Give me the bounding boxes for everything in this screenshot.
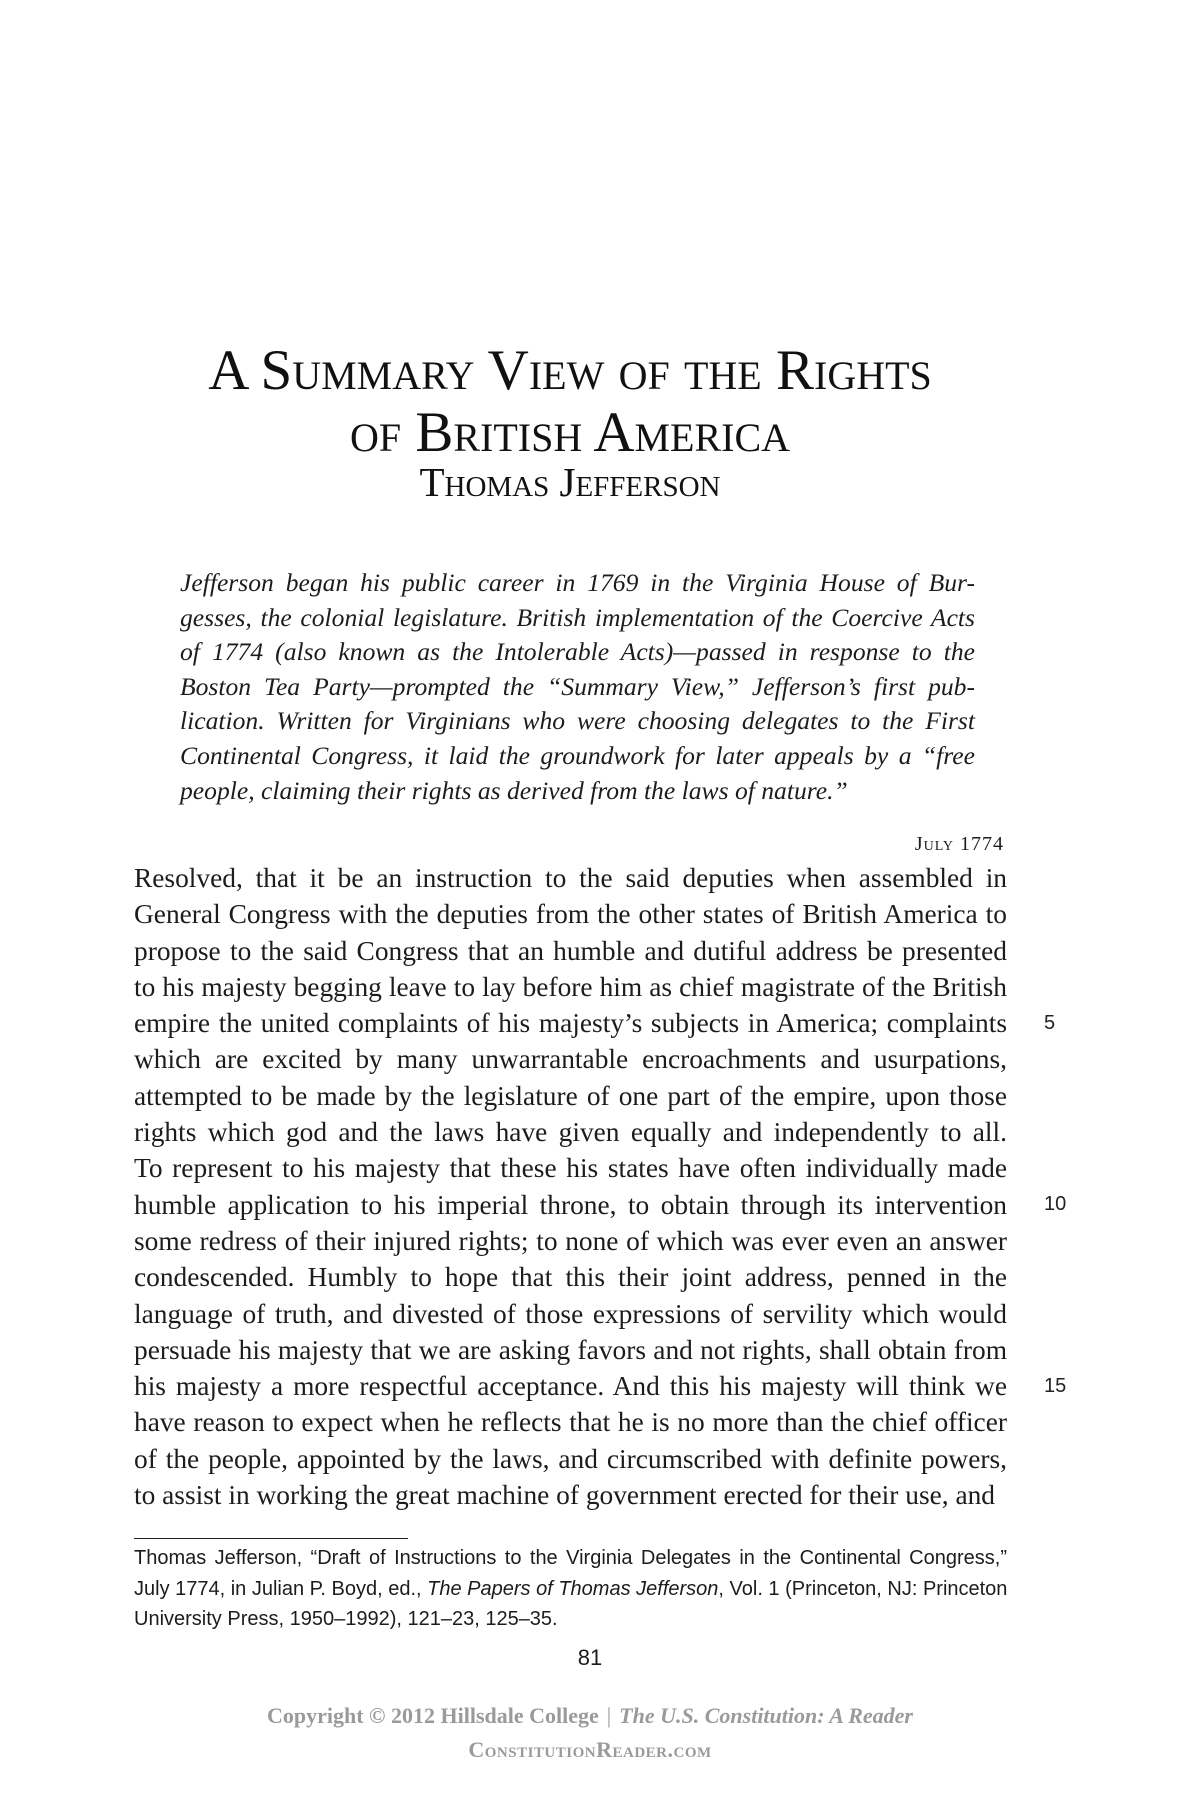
text-line: General Congress with the deputies from the other states of British America to — [134, 899, 1007, 930]
line-number: 15 — [1044, 1375, 1067, 1397]
text-line: of the people, appointed by the laws, and circumscribed with definite powers, — [134, 1443, 1007, 1474]
main-text — [134, 860, 1007, 1513]
text-line: language of truth, and divested of those expressions of servility which would — [134, 1298, 1007, 1329]
line-number: 5 — [1044, 1012, 1056, 1034]
footnote — [134, 1543, 1007, 1635]
footnote-text: July 1774, in Julian P. Boyd, ed., — [134, 1577, 428, 1600]
intro-line: people, claiming their rights as derived from the laws of nature.” — [180, 775, 848, 805]
text-line: rights which god and the laws have given equally and independently to all. — [134, 1117, 1007, 1148]
author-name: Thomas Jefferson — [419, 459, 721, 505]
text-line: propose to the said Congress that an humble and dutiful address be presented — [134, 935, 1007, 966]
text-line: his majesty a more respectful acceptance. And this his majesty will think we — [134, 1371, 1007, 1402]
intro-line: Boston Tea Party—prompted the “Summary View,” Jefferson’s first pub- — [180, 671, 975, 701]
separator: | — [606, 1703, 612, 1728]
text-line: Resolved, that it be an instruction to the said deputies when assembled in — [134, 863, 1007, 893]
text-line: to his majesty begging leave to lay before him as chief magistrate of the British — [134, 971, 1007, 1002]
footnote-divider — [134, 1538, 408, 1539]
intro-line: Continental Congress, it laid the groundwork for later appeals by a “free — [180, 740, 975, 770]
text-line: humble application to his imperial throne, to obtain through its intervention — [134, 1189, 1007, 1220]
intro-line: gesses, the colonial legislature. British implementation of the Coercive Acts — [180, 602, 975, 632]
book-name: The U.S. Constitution: A Reader — [619, 1703, 913, 1728]
footnote-line: Thomas Jefferson, “Draft of Instructions to the Virginia Delegates in the Continental Congress,” — [134, 1547, 1007, 1569]
website-link[interactable]: ConstitutionReader.com — [468, 1737, 712, 1762]
copyright-text: Copyright © 2012 Hillsdale College — [267, 1703, 599, 1728]
intro-paragraph — [180, 566, 975, 808]
text-line: persuade his majesty that we are asking favors and not rights, shall obtain from — [134, 1334, 1007, 1365]
intro-line: lication. Written for Virginians who were choosing delegates to the First — [180, 706, 975, 736]
text-line: some redress of their injured rights; to none of which was ever even an answer — [134, 1225, 1007, 1256]
footnote-text: , Vol. 1 (Princeton, NJ: Princeton — [718, 1577, 1008, 1600]
page-title: A Summary View of the Rights — [208, 339, 932, 402]
footnote-line — [134, 1574, 1007, 1605]
text-line: attempted to be made by the legislature of one part of the empire, upon those — [134, 1080, 1007, 1111]
document-date: July 1774 — [914, 833, 1004, 855]
copyright-line — [0, 1703, 1180, 1729]
line-number: 10 — [1044, 1193, 1067, 1215]
page-number: 81 — [577, 1645, 603, 1670]
page-title-line-2: of British America — [349, 401, 791, 464]
intro-line: Jefferson began his public career in 1769 in the Virginia House of Bur- — [180, 568, 975, 597]
text-line: condescended. Humbly to hope that this their joint address, penned in the — [134, 1262, 1007, 1293]
text-line: have reason to expect when he reflects that he is no more than the chief officer — [134, 1407, 1007, 1438]
book-title: The Papers of Thomas Jefferson — [427, 1577, 719, 1600]
text-line: empire the united complaints of his majesty’s subjects in America; complaints — [134, 1008, 1007, 1039]
text-line: which are excited by many unwarrantable encroachments and usurpations, — [134, 1044, 1007, 1075]
intro-line: of 1774 (also known as the Intolerable Acts)—passed in response to the — [180, 637, 975, 667]
footnote-line: University Press, 1950–1992), 121–23, 125–35. — [134, 1608, 558, 1630]
text-line: to assist in working the great machine of government erected for their use, and — [134, 1480, 995, 1511]
text-line: To represent to his majesty that these his states have often individually made — [134, 1153, 1007, 1184]
